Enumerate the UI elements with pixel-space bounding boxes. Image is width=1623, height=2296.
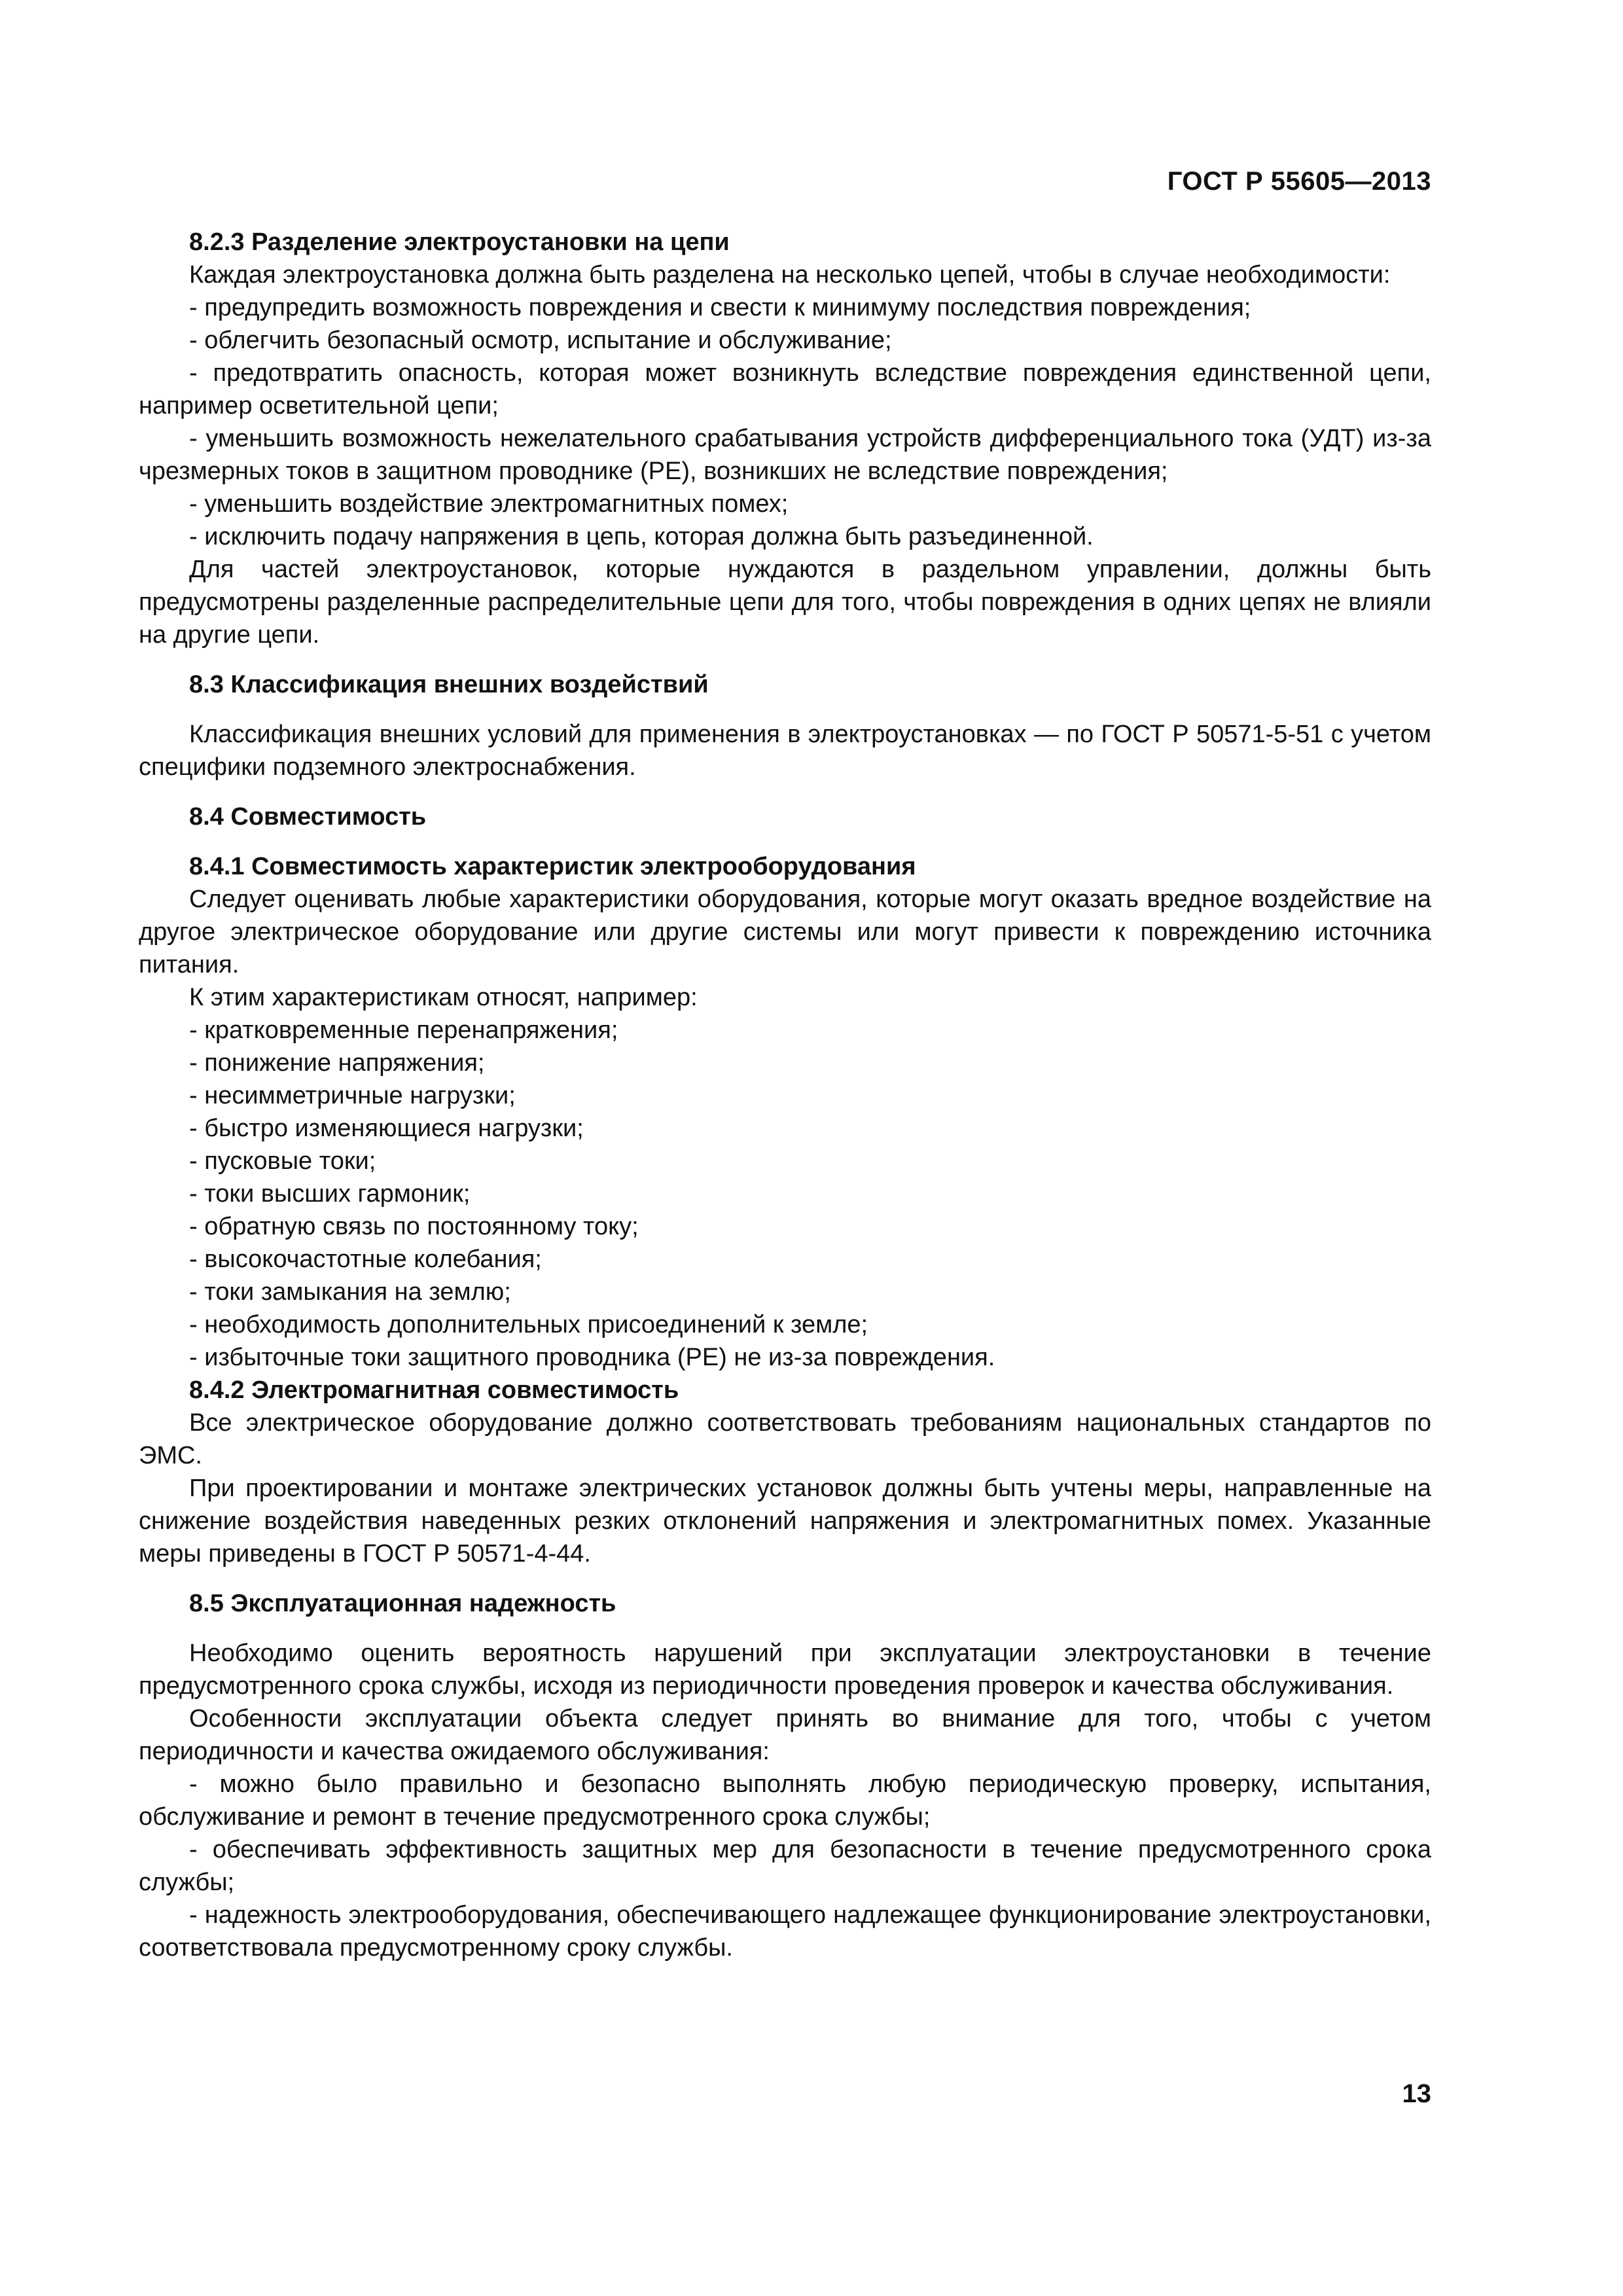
list-item: - токи высших гармоник; <box>189 1180 471 1208</box>
standard-id: ГОСТ Р 55605—2013 <box>1167 167 1431 196</box>
heading-8-4-1: 8.4.1 Совместимость характеристик электрооборудования <box>189 853 916 880</box>
list-item: - токи замыкания на землю; <box>189 1278 511 1306</box>
list-item: - понижение напряжения; <box>189 1049 485 1077</box>
list-item: - избыточные токи защитного проводника (РЕ) не из-за повреждения. <box>189 1344 995 1371</box>
paragraph: К этим характеристикам относят, например: <box>189 984 698 1011</box>
heading-8-3: 8.3 Классификация внешних воздействий <box>189 671 709 698</box>
paragraph: Особенности эксплуатации объекта следует принять во внимание для того, чтобы с учетом периодичности и качества ожидаемого обслуживания: <box>139 1705 1431 1765</box>
page-number: 13 <box>1402 2079 1431 2108</box>
list-item: - предотвратить опасность, которая может возникнуть вследствие повреждения единственной цепи, например осветительной цепи; <box>139 359 1431 420</box>
list-item: - исключить подачу напряжения в цепь, которая должна быть разъединенной. <box>189 523 1094 550</box>
heading-8-5: 8.5 Эксплуатационная надежность <box>189 1590 616 1617</box>
heading-8-4-2: 8.4.2 Электромагнитная совместимость <box>189 1376 679 1404</box>
list-item: - предупредить возможность повреждения и свести к минимуму последствия повреждения; <box>189 294 1251 321</box>
list-item: - высокочастотные колебания; <box>189 1246 542 1273</box>
list-item: - обратную связь по постоянному току; <box>189 1213 639 1240</box>
list-item: - обеспечивать эффективность защитных мер для безопасности в течение предусмотренного срока службы; <box>139 1836 1431 1896</box>
paragraph: Для частей электроустановок, которые нуждаются в раздельном управлении, должны быть предусмотрены разделенные распределительные цепи для того, чтобы повреждения в одних цепях не влияли на другие цепи. <box>139 556 1431 649</box>
list-item: - уменьшить воздействие электромагнитных помех; <box>189 490 789 518</box>
list-item: - пусковые токи; <box>189 1147 376 1175</box>
paragraph: Классификация внешних условий для применения в электроустановках — по ГОСТ Р 50571-5-51 с учетом специфики подземного электроснабжения. <box>139 721 1431 781</box>
list-item: - необходимость дополнительных присоединений к земле; <box>189 1311 868 1338</box>
list-item: - кратковременные перенапряжения; <box>189 1016 618 1044</box>
list-item: - надежность электрооборудования, обеспечивающего надлежащее функционирование электроустановки, соответствовала предусмотренному сроку службы. <box>139 1901 1431 1962</box>
list-item: - облегчить безопасный осмотр, испытание и обслуживание; <box>189 327 892 354</box>
paragraph: Следует оценивать любые характеристики оборудования, которые могут оказать вредное воздействие на другое электрическое оборудование или другие системы или могут привести к повреждению источника питания. <box>139 886 1431 978</box>
heading-8-4: 8.4 Совместимость <box>189 803 427 831</box>
heading-8-2-3: 8.2.3 Разделение электроустановки на цепи <box>189 228 730 256</box>
paragraph: Необходимо оценить вероятность нарушений при эксплуатации электроустановки в течение предусмотренного срока службы, исходя из периодичности проведения проверок и качества обслуживания. <box>139 1640 1431 1700</box>
paragraph: При проектировании и монтаже электрических установок должны быть учтены меры, направленные на снижение воздействия наведенных резких отклонений напряжения и электромагнитных помех. Указанные меры приведены в ГОСТ Р 50571-4-44. <box>139 1475 1431 1568</box>
list-item: - можно было правильно и безопасно выполнять любую периодическую проверку, испытания, обслуживание и ремонт в течение предусмотренного срока службы; <box>139 1770 1431 1831</box>
list-item: - несимметричные нагрузки; <box>189 1082 516 1109</box>
list-item: - уменьшить возможность нежелательного срабатывания устройств дифференциального тока (УДТ) из-за чрезмерных токов в защитном проводнике (РЕ), возникших не вследствие повреждения; <box>139 425 1431 485</box>
page-content <box>139 226 1431 1964</box>
list-item: - быстро изменяющиеся нагрузки; <box>189 1115 584 1142</box>
paragraph: Все электрическое оборудование должно соответствовать требованиям национальных стандартов по ЭМС. <box>139 1409 1431 1469</box>
paragraph: Каждая электроустановка должна быть разделена на несколько цепей, чтобы в случае необходимости: <box>189 261 1391 289</box>
